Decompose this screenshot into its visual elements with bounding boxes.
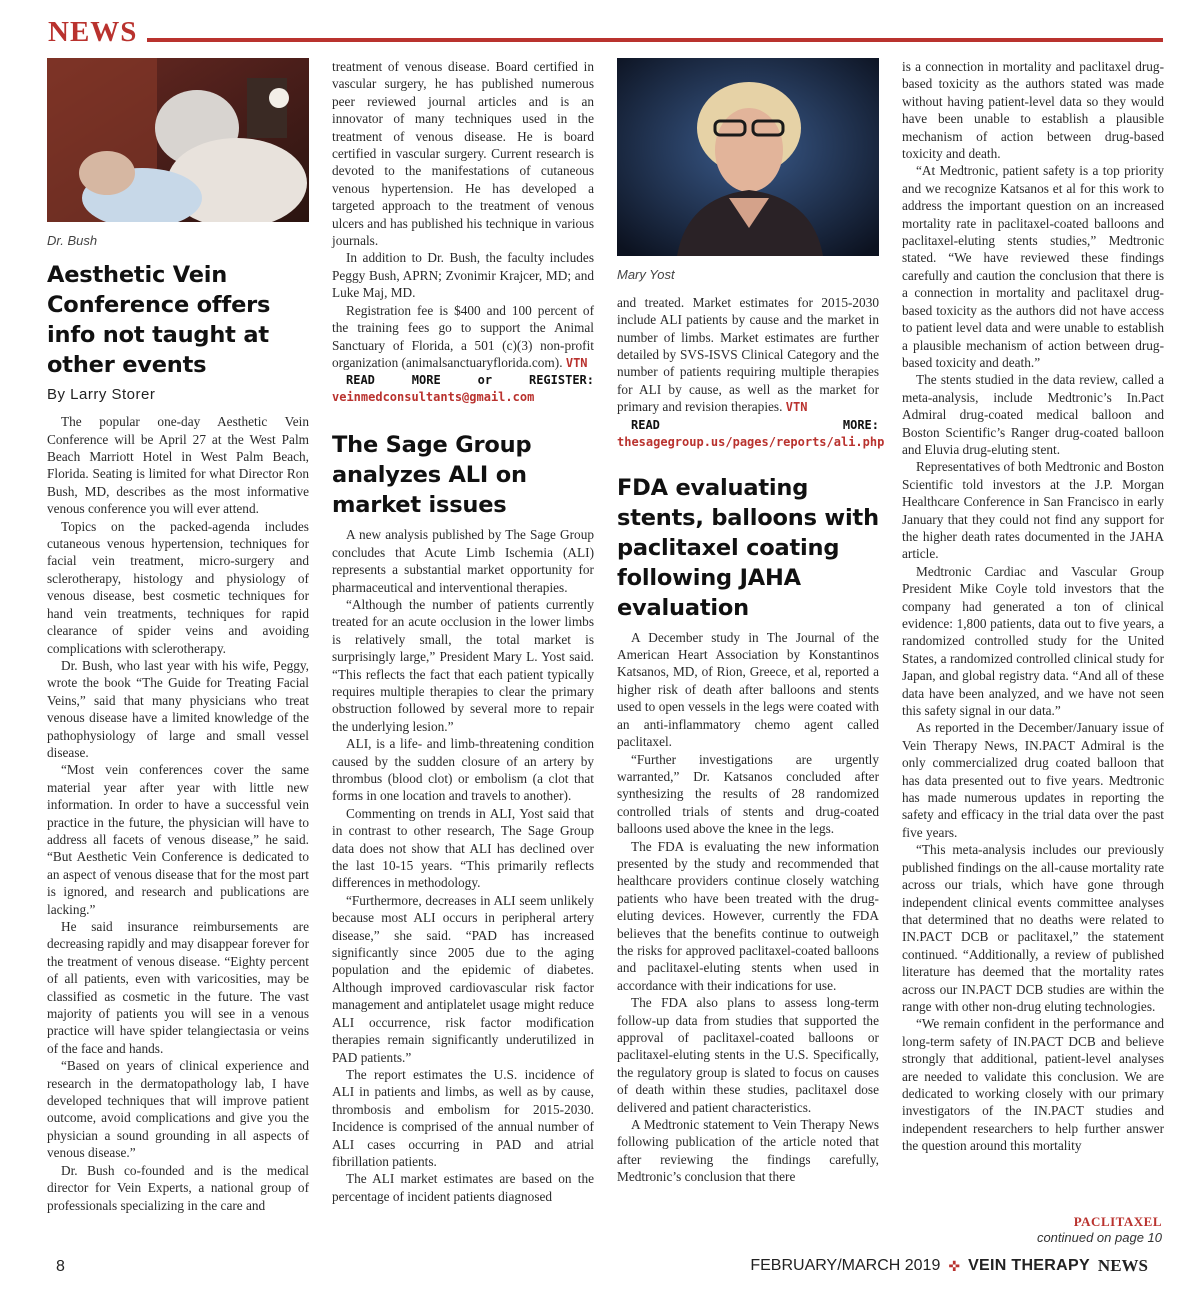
paragraph: Medtronic Cardiac and Vascular Group President Mike Coyle told investors that the company had generated a ton of clinical evidence: 1,800 patients, data out to five years, a randomized controlled study for the United States, a randomized controlled clinical study for Japan, and global registry data. “And all of these data have been analyzed, and we have not seen this safety signal in our data.” — [902, 563, 1164, 719]
paragraph-text: and treated. Market estimates for 2015-2030 include ALI patients by cause and the market in number of limbs. Market estimates are further detailed by SVS-ISVS Clinical Category and the number of patients requiring multiple therapies for ALI by cause, as well as the market for primary and revision therapies. — [617, 294, 879, 415]
paragraph: The stents studied in the data review, called a meta-analysis, include Medtronic’s In.Pact Admiral drug-coated medical balloon and Boston Scientific’s Ranger drug-coated balloon and Eluvia drug-eluting stent. — [902, 372, 1164, 457]
paragraph: “At Medtronic, patient safety is a top priority and we recognize Katsanos et al for this work to address the important question on an increased mortality rate in paclitaxel-coated balloons and paclitaxel-eluting stents studies,” Medtronic stated. “We have reviewed these findings carefully and caution the conclusion that there is a connection in mortality and paclitaxel drug-based toxicity as the authors did not have access to patient level data and were unable to establish a plausible mechanism of action between drug-based toxicity and death.” — [902, 163, 1164, 370]
article-headline-fda: FDA evaluating stents, balloons with paclitaxel coating following JAHA evaluation — [617, 474, 879, 621]
column-2 — [332, 58, 594, 1205]
vtn-end-mark: VTN — [785, 400, 808, 415]
paragraph — [617, 294, 879, 417]
paragraph: A Medtronic statement to Vein Therapy News following publication of the article noted that after reviewing the findings carefully, Medtronic’s conclusion that there — [617, 1117, 879, 1185]
read-more — [617, 417, 885, 451]
paragraph: ALI, is a life- and limb-threatening condition caused by the sudden closure of an artery by thrombus (blood clot) or embolism (a clot that forms in one location and travels to another). — [332, 736, 594, 804]
jump-text: continued on page 10 — [1036, 1230, 1162, 1245]
column-1 — [47, 58, 309, 1214]
byline: By Larry Storer — [47, 385, 156, 403]
paragraph: “We remain confident in the performance and long-term safety of IN.PACT DCB and believe strongly that additional, patient-level analyses are needed to validate this conclusion. We are dedicated to working closely with our primary investigators of the IN.PACT studies and independent researchers to help further answer the question around this mortality — [902, 1016, 1164, 1154]
paragraph: The FDA is evaluating the new information presented by the study and recommended that healthcare providers continue closely watching patients who have been treated with the drug-eluting devices. However, currently the FDA believes that the benefits continue to outweigh the risks for approved paclitaxel-coated balloons and paclitaxel-eluting stents when used in accordance with their indications for use. — [617, 838, 879, 993]
dr-bush-image — [47, 58, 309, 222]
read-more-label: READ MORE or REGISTER: — [346, 373, 594, 388]
section-header: NEWS — [48, 16, 138, 48]
mary-yost-image — [617, 58, 879, 256]
sage-report-link[interactable]: thesagegroup.us/pages/reports/ali.php — [617, 434, 885, 449]
paragraph: A December study in The Journal of the American Heart Association by Konstantinos Katsanos, MD, of Rion, Greece, et al, reported a higher risk of death after balloons and stents used to open vessels in the legs were coated with an anti-inflammatory chemo agent called paclitaxel. — [617, 629, 879, 750]
paragraph: Dr. Bush, who last year with his wife, Peggy, wrote the book “The Guide for Treating Facial Veins,” said that many physicians who treat venous disease have a limited knowledge of the pathophysiology of large and small vessel disease. — [47, 657, 309, 760]
issue-date: FEBRUARY/MARCH 2019 — [750, 1257, 941, 1274]
paragraph: “Most vein conferences cover the same material year after year with little new information. In order to have a successful vein practice in the future, the physician will have to address all facets of venous disease,” he said. “But Aesthetic Vein Conference is dedicated to an aspect of venous disease that for the most part is ignored, and research and publications are lacking.” — [47, 762, 309, 917]
vtn-end-mark: VTN — [565, 355, 588, 370]
photo-caption: Mary Yost — [617, 267, 675, 283]
paragraph: The FDA also plans to assess long-term follow-up data from studies that supported the approval of paclitaxel-coated balloons or paclitaxel-eluting stents in the U.S. Specifically, the regulatory group is slated to focus on causes of death within these studies, paclitaxel dose delivered and patient characteristics. — [617, 995, 879, 1115]
paragraph: is a connection in mortality and paclitaxel drug-based toxicity as the authors stated was made without having patient-level data so they would have been unable to establish a plausible mechanism of action between drug-based toxicity and death. — [902, 59, 1164, 162]
mary-yost-photo — [617, 58, 879, 260]
paragraph: “Furthermore, decreases in ALI seem unlikely because most ALI occurs in peripheral artery disease,” she said. “PAD has increased significantly since 2005 due to the aging population and the epidemic of diabetes. Although improved cardiovascular risk factor management and antiplatelet usage might reduce ALI occurrence, risk factor modification therapies remain significantly underutilized in PAD patients.” — [332, 892, 594, 1065]
paragraph: “Although the number of patients currently treated for an acute occlusion in the lower limbs is relatively small, the total market is surprisingly large,” President Mary L. Yost said. “This reflects the fact that each patient typically requires multiple therapies to clear the primary obstruction followed by several more to repair the underlying lesion.” — [332, 596, 594, 734]
paragraph: The ALI market estimates are based on the percentage of incident patients diagnosed — [332, 1171, 594, 1204]
paragraph — [332, 302, 594, 373]
magazine-name: VEIN THERAPY — [968, 1257, 1090, 1274]
magazine-name-suffix: NEWS — [1097, 1256, 1148, 1275]
register-email-link[interactable]: veinmedconsultants@gmail.com — [332, 390, 535, 405]
paragraph: Dr. Bush co-founded and is the medical director for Vein Experts, a national group of professionals specializing in the care and — [47, 1162, 309, 1213]
dr-bush-photo — [47, 58, 309, 226]
paragraph: Representatives of both Medtronic and Boston Scientific told investors at the J.P. Morgan Healthcare Conference in San Francisco in early January that they could not find any support for the higher death rates documented in the JAHA article. — [902, 459, 1164, 562]
paragraph: treatment of venous disease. Board certified in vascular surgery, he has published numerous peer reviewed journal articles and is an innovator of many techniques used in the treatment of venous disease. He is board certified in vascular surgery. Current research is devoted to the manifestations of cutaneous venous hypertension. He has developed a targeted approach to the treatment of venous ulcers and has published his technique in various journals. — [332, 59, 594, 249]
paragraph: Topics on the packed-agenda includes cutaneous venous hypertension, techniques for facial vein treatment, micro-surgery and sclerotherapy, histology and physiology of venous disease, best cosmetic techniques for hand vein treatments, techniques for rapid clearance of spider veins and avoiding complications with sclerotherapy. — [47, 518, 309, 656]
paragraph: In addition to Dr. Bush, the faculty includes Peggy Bush, APRN; Zvonimir Krajcer, MD; and Luke Maj, MD. — [332, 250, 594, 301]
jump-keyword: PACLITAXEL — [1073, 1214, 1162, 1229]
paragraph: As reported in the December/January issue of Vein Therapy News, IN.PACT Admiral is the only commercialized drug coated balloon that has data presented out to five years. Medtronic has made numerous updates in reporting the safety and efficacy in the trial data over the past five years. — [902, 720, 1164, 840]
separator-icon: ✜ — [948, 1257, 961, 1274]
page-number: 8 — [56, 1258, 65, 1275]
paragraph: He said insurance reimbursements are decreasing rapidly and may disappear forever for the treatment of venous disease. “Eighty percent of all patients, even with varicosities, may be classified as cosmetic in the future. The vast majority of patients you will see in a venous practice will have spider telangiectasia or veins of the face and hands. — [47, 919, 309, 1056]
paragraph: “Further investigations are urgently warranted,” Dr. Katsanos concluded after synthesizing the results of 28 randomized controlled trials of stents and drug-coated balloons used above the knee in the legs. — [617, 751, 879, 837]
read-more — [332, 372, 594, 406]
paragraph-text: Registration fee is $400 and 100 percent of the training fees go to support the Animal Sanctuary of Florida, a 501 (c)(3) non-profit organization (animalsanctuaryflorida.com). — [332, 302, 594, 370]
read-more-label: READ MORE: — [631, 417, 879, 432]
article-headline-sage: The Sage Group analyzes ALI on market issues — [332, 432, 532, 519]
paragraph: A new analysis published by The Sage Group concludes that Acute Limb Ischemia (ALI) represents a substantial market opportunity for pharmaceutical and interventional therapies. — [332, 527, 594, 595]
paragraph: The popular one-day Aesthetic Vein Conference will be April 27 at the West Palm Beach Marriott Hotel in West Palm Beach, Florida. Seating is limited for what Director Ron Bush, MD, describes as the most informative venous conference you will ever attend. — [47, 414, 309, 517]
article-headline-aesthetic: Aesthetic Vein Conference offers info not taught at other events — [47, 261, 271, 378]
paragraph: Commenting on trends in ALI, Yost said that in contrast to other research, The Sage Group data does not show that ALI has declined over the last 10-15 years. “This primarily reflects differences in methodology. — [332, 805, 594, 891]
footer-masthead — [750, 1256, 1148, 1276]
paragraph: “This meta-analysis includes our previously published findings on the all-cause mortality rate across our trials, which have gone through independent clinical events committee analyses that determined that no deaths were related to IN.PACT DCB or paclitaxel,” the statement continued. “Additionally, a review of published literature has deemed that the mortality rates across our IN.PACT DCB studies are within the range with other non-drug eluting technologies. — [902, 842, 1164, 1014]
continued-jump[interactable] — [970, 1214, 1162, 1245]
column-3 — [617, 58, 885, 1186]
paragraph: The report estimates the U.S. incidence of ALI in patients and limbs, as well as by cause, thrombosis and embolism for 2015-2030. Incidence is comprised of the annual number of ALI cases occurring in PAD and atrial fibrillation patients. — [332, 1066, 594, 1169]
paragraph: “Based on years of clinical experience and research in the dermatopathology lab, I have developed techniques that will improve patient outcome, avoid complications and give you the physician a sound grounding in all aspects of venous disease.” — [47, 1058, 309, 1161]
column-4 — [902, 58, 1164, 1155]
photo-caption: Dr. Bush — [47, 233, 98, 249]
header-rule — [147, 38, 1163, 42]
